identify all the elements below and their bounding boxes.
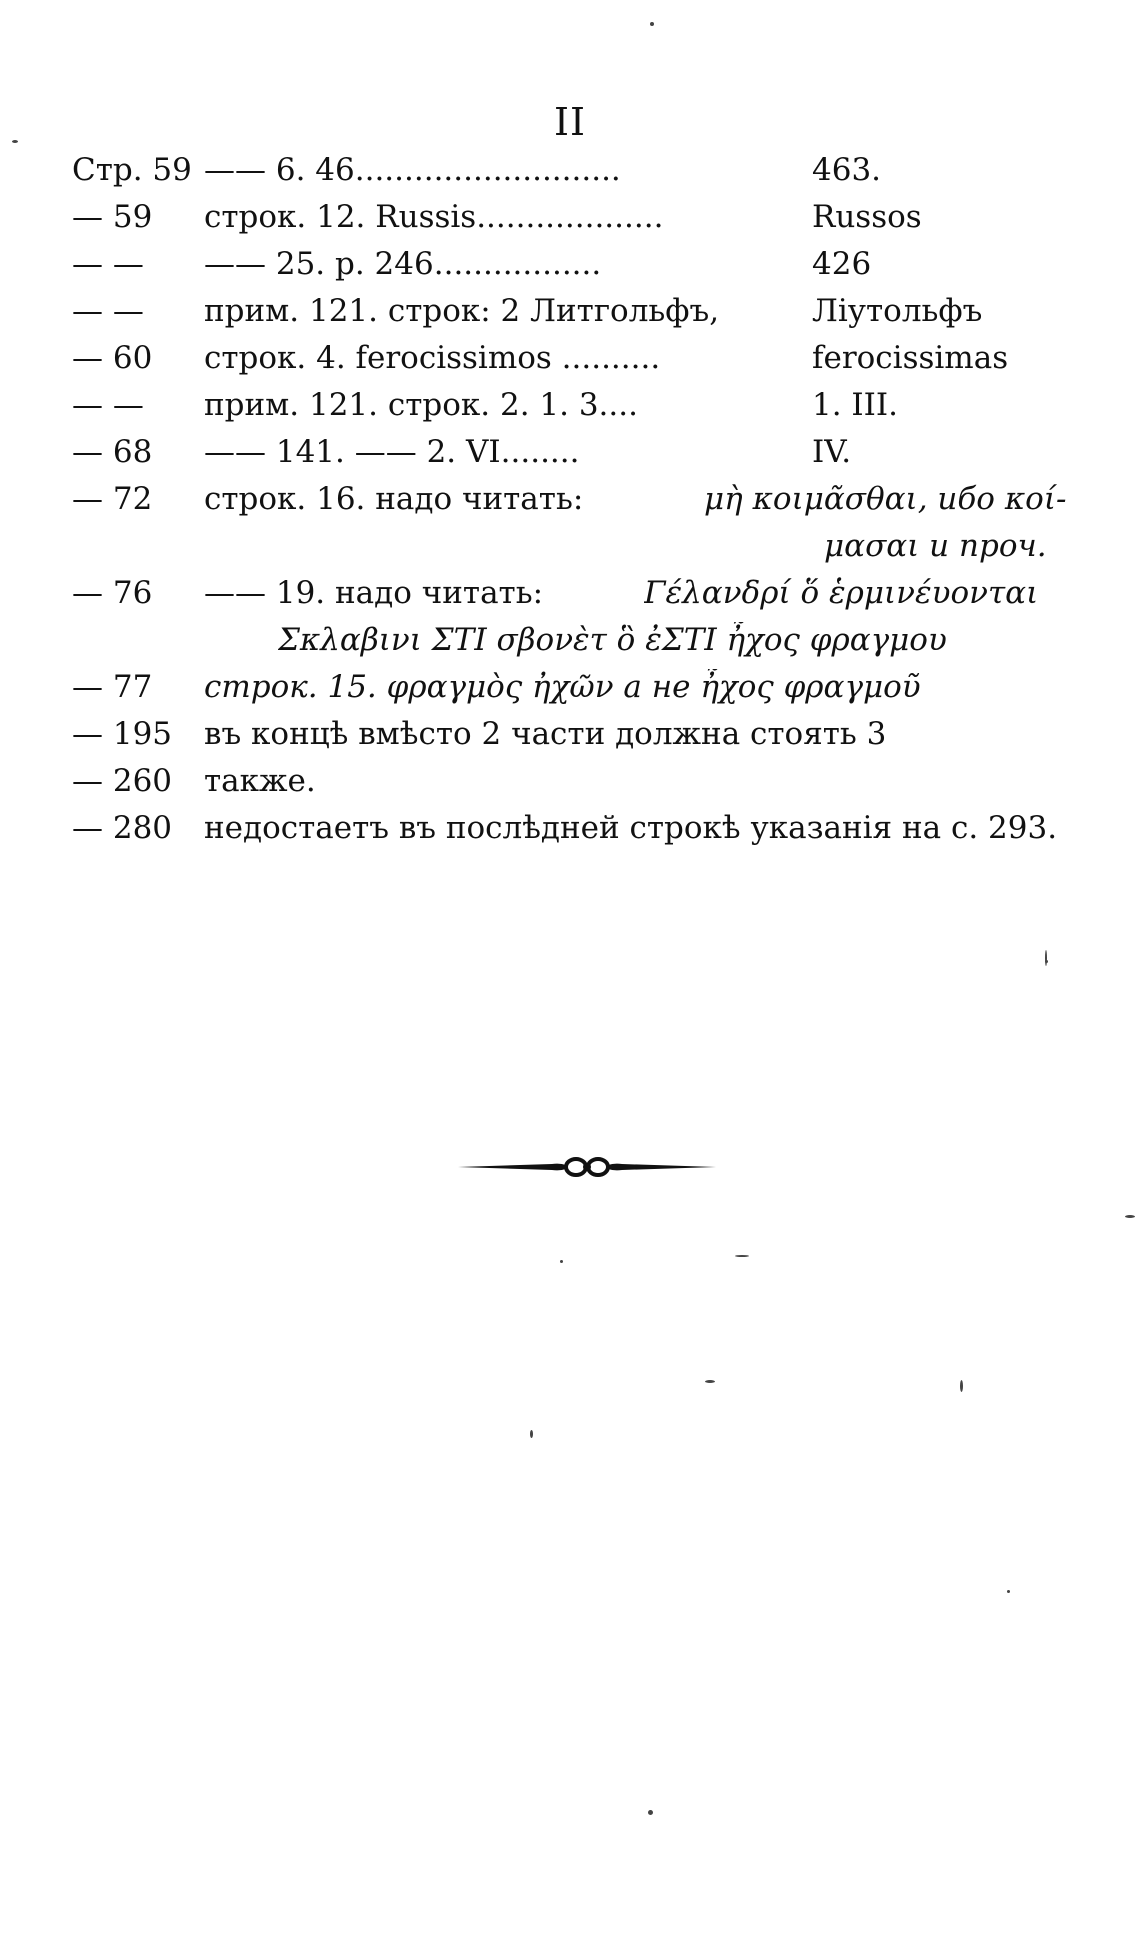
paper-speck [960, 1380, 963, 1392]
errata-page-ref: — 59 [72, 199, 153, 235]
errata-row [72, 528, 1102, 575]
errata-row [72, 810, 1102, 857]
errata-row [72, 246, 1102, 293]
errata-correct: Γέλανδρί ὅ ἑρμινέυονται [644, 575, 1039, 611]
paper-speck [650, 22, 654, 26]
errata-page-ref: — 60 [72, 340, 153, 376]
errata-row [72, 669, 1102, 716]
errata-correct: 1. III. [812, 387, 899, 423]
errata-wrong: строк. 4. ferocissimos .......... [204, 340, 661, 376]
errata-row [72, 387, 1102, 434]
errata-row [72, 716, 1102, 763]
paper-speck [530, 1430, 533, 1438]
paper-speck [560, 1260, 563, 1263]
errata-correct: μασαι и проч. [824, 528, 1047, 564]
errata-wrong: —— 25. р. 246................. [204, 246, 602, 282]
errata-page-ref: Стр. 59 [72, 152, 192, 188]
ornamental-rule [456, 1150, 718, 1184]
errata-row [72, 293, 1102, 340]
errata-row [72, 575, 1102, 622]
paper-speck [648, 1810, 653, 1815]
paper-speck [12, 140, 18, 143]
errata-row [72, 622, 1102, 669]
errata-correct: μὴ κοιμᾶσθαι, ибо κοί- [704, 481, 1067, 517]
errata-wrong: —— 141. —— 2. VI........ [204, 434, 580, 470]
errata-wrong: —— 6. 46........................... [204, 152, 621, 188]
paper-speck [1125, 1215, 1135, 1218]
errata-row [72, 340, 1102, 387]
errata-correct: Russos [812, 199, 922, 235]
errata-row [72, 199, 1102, 246]
errata-correct: 426 [812, 246, 872, 282]
errata-correct: IV. [812, 434, 852, 470]
errata-wrong: —— 19. надо читать: [204, 575, 544, 611]
paper-speck [705, 1380, 715, 1383]
errata-page-ref: — 260 [72, 763, 173, 799]
errata-page-ref: — 195 [72, 716, 173, 752]
errata-row [72, 763, 1102, 810]
errata-list [72, 152, 1102, 857]
paper-speck [1007, 1590, 1010, 1593]
errata-wrong: прим. 121. строк. 2. 1. 3.... [204, 387, 638, 423]
errata-wrong: строк. 16. надо читать: [204, 481, 584, 517]
errata-wrong: прим. 121. строк: 2 Литгольфъ, [204, 293, 720, 329]
paper-speck [1045, 950, 1047, 966]
errata-page-ref: — — [72, 387, 144, 423]
errata-row [72, 152, 1102, 199]
errata-row [72, 481, 1102, 528]
errata-page-ref: — 280 [72, 810, 173, 846]
errata-page-ref: — 72 [72, 481, 153, 517]
errata-row [72, 434, 1102, 481]
errata-correct: 463. [812, 152, 882, 188]
errata-page-ref: — 76 [72, 575, 153, 611]
errata-text: недостаетъ въ послѣдней строкѣ указанiя на с. 293. [204, 810, 1058, 846]
errata-wrong: строк. 12. Russis................... [204, 199, 664, 235]
errata-correct: Лiутольфъ [812, 293, 983, 329]
paper-speck [735, 1255, 749, 1257]
errata-page-ref: — — [72, 246, 144, 282]
errata-text: строк. 15. φραγμὸς ἠχῶν а не ἦχος φραγμοῦ [204, 669, 921, 705]
errata-text: также. [204, 763, 316, 799]
errata-page-ref: — 68 [72, 434, 153, 470]
errata-correct: ferocissimas [812, 340, 1009, 376]
errata-page-ref: — 77 [72, 669, 153, 705]
errata-page-ref: — — [72, 293, 144, 329]
errata-text: въ концѣ вмѣсто 2 части должна стоять 3 [204, 716, 887, 752]
page-number: II [553, 100, 587, 144]
errata-continuation: Σκλαβινι ΣΤΙ σβονὲτ ὃ ἐΣΤΙ ἦχος φραγμου [278, 622, 947, 658]
